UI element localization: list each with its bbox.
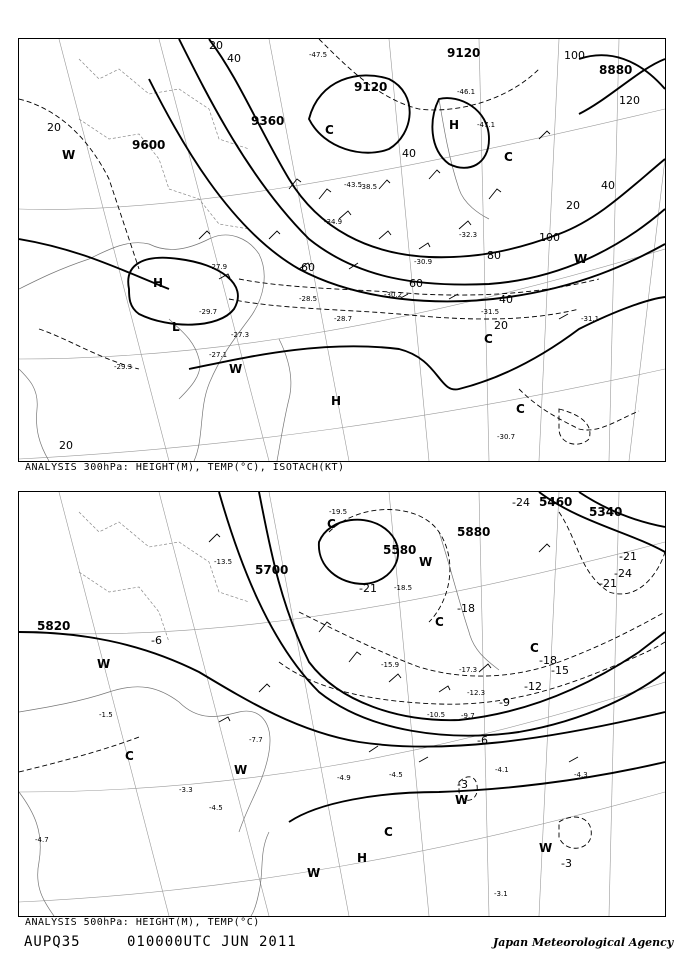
isotach-label: 20 — [566, 199, 580, 212]
height-label: 5700 — [255, 563, 289, 577]
station-temp: -30.9 — [414, 258, 433, 266]
isotach-label: 120 — [619, 94, 640, 107]
temp-label: -18 — [539, 654, 557, 667]
height-label: 9120 — [354, 80, 388, 94]
graticule — [19, 492, 665, 916]
isotach-label: 60 — [409, 277, 423, 290]
station-temp: -30.7 — [497, 433, 516, 441]
pressure-center: C — [516, 402, 525, 416]
top-panel-caption: ANALYSIS 300hPa: HEIGHT(M), TEMP(°C), ISOTACH(KT) — [25, 462, 345, 473]
pressure-center: W — [62, 148, 76, 162]
station-temp: -47.5 — [309, 51, 328, 59]
pressure-center: W — [97, 657, 111, 671]
isotach-label: 80 — [487, 249, 501, 262]
station-temp: -34.9 — [324, 218, 343, 226]
height-contours — [19, 39, 665, 389]
station-temp: -28.5 — [299, 295, 318, 303]
graticule — [19, 39, 665, 461]
station-temp: -27.9 — [209, 263, 228, 271]
pressure-center: C — [325, 123, 334, 137]
isotach-label: 20 — [59, 439, 73, 452]
isotach-label: 20 — [209, 39, 223, 52]
station-temp: -12.3 — [467, 689, 486, 697]
station-temp: -29.7 — [199, 308, 218, 316]
isotach-label: 20 — [47, 121, 61, 134]
pressure-center: W — [229, 362, 243, 376]
station-temp: -13.5 — [214, 558, 233, 566]
isotach-label: 100 — [564, 49, 585, 62]
agency-name: Japan Meteorological Agency — [493, 936, 674, 949]
temp-label: -6 — [151, 634, 162, 647]
pressure-center: W — [307, 866, 321, 880]
height-contours — [19, 492, 665, 822]
analysis-500hpa-map — [18, 491, 666, 917]
bottom-panel-caption: ANALYSIS 500hPa: HEIGHT(M), TEMP(°C) — [25, 917, 260, 928]
temp-label: -21 — [599, 577, 617, 590]
isotach-label: 20 — [494, 319, 508, 332]
pressure-center: C — [327, 517, 336, 531]
height-label: 9600 — [132, 138, 166, 152]
map-300hpa-svg — [19, 39, 665, 461]
station-temp: -27.3 — [231, 331, 250, 339]
height-label: 8880 — [599, 63, 633, 77]
temp-label: -24 — [614, 567, 632, 580]
height-label: 9120 — [447, 46, 481, 60]
pressure-center: C — [484, 332, 493, 346]
pressure-center: C — [435, 615, 444, 629]
station-temp: -47.1 — [477, 121, 496, 129]
station-temp: -4.5 — [389, 771, 403, 779]
height-label: 5460 — [539, 495, 573, 509]
station-temp: -29.3 — [114, 363, 133, 371]
height-label: 5340 — [589, 505, 623, 519]
analysis-300hpa-map — [18, 38, 666, 462]
temp-label: -3 — [457, 778, 468, 791]
temp-label: -6 — [477, 734, 488, 747]
isotach-label: 40 — [499, 293, 513, 306]
height-label: 5820 — [37, 619, 71, 633]
station-temp: -4.5 — [209, 804, 223, 812]
temp-label: -15 — [551, 664, 569, 677]
isotherms — [19, 510, 665, 849]
station-temp: -28.7 — [334, 315, 353, 323]
isotach-label: 100 — [539, 231, 560, 244]
pressure-center: L — [172, 320, 180, 334]
temp-label: -18 — [457, 602, 475, 615]
station-temp: -43.5 — [344, 181, 363, 189]
borders — [79, 512, 249, 642]
pressure-center: W — [419, 555, 433, 569]
temp-label: -9 — [499, 696, 510, 709]
pressure-center: C — [125, 749, 134, 763]
pressure-center: H — [357, 851, 368, 865]
station-temp: -7.7 — [249, 736, 263, 744]
pressure-center: C — [504, 150, 513, 164]
station-temp: -38.5 — [359, 183, 378, 191]
station-temp: -3.3 — [179, 786, 193, 794]
temp-label: -12 — [524, 680, 542, 693]
pressure-center: W — [455, 793, 469, 807]
pressure-center: H — [449, 118, 460, 132]
station-temp: -19.5 — [329, 508, 348, 516]
station-temp: -17.3 — [459, 666, 478, 674]
pressure-center: W — [539, 841, 553, 855]
station-temp: -30.2 — [384, 291, 403, 299]
temp-label: -24 — [512, 496, 530, 509]
station-temp: -9.7 — [461, 712, 475, 720]
station-temps — [114, 51, 599, 441]
station-temp: -4.9 — [337, 774, 351, 782]
station-temp: -32.3 — [459, 231, 478, 239]
station-temp: -18.5 — [394, 584, 413, 592]
station-temp: -10.5 — [427, 711, 446, 719]
station-temp: -15.9 — [381, 661, 400, 669]
temp-label: -21 — [359, 582, 377, 595]
pressure-center: C — [384, 825, 393, 839]
station-temp: -31.5 — [481, 308, 500, 316]
temp-label: -21 — [619, 550, 637, 563]
pressure-center: C — [530, 641, 539, 655]
pressure-center: H — [331, 394, 342, 408]
temp-label: -3 — [561, 857, 572, 870]
isotach-label: 40 — [227, 52, 241, 65]
station-temp: -31.1 — [581, 315, 600, 323]
station-temp: -27.1 — [209, 351, 228, 359]
height-label: 5880 — [457, 525, 491, 539]
station-temp: -4.7 — [35, 836, 49, 844]
issued-time: 010000UTC JUN 2011 — [127, 934, 297, 950]
isotach-label: 40 — [402, 147, 416, 160]
pressure-center: W — [574, 252, 588, 266]
station-temp: -1.5 — [99, 711, 113, 719]
pressure-center: H — [153, 276, 164, 290]
pressure-center: W — [234, 763, 248, 777]
station-temp: -3.1 — [494, 890, 508, 898]
station-temp: -4.1 — [495, 766, 509, 774]
chart-id: AUPQ35 — [24, 934, 81, 950]
station-temp: -46.1 — [457, 88, 476, 96]
isotach-label: 40 — [601, 179, 615, 192]
map-500hpa-svg — [19, 492, 665, 916]
isotach-label: 60 — [301, 261, 315, 274]
station-temp: -4.3 — [574, 771, 588, 779]
height-label: 9360 — [251, 114, 285, 128]
coastline — [19, 532, 499, 916]
height-label: 5580 — [383, 543, 417, 557]
